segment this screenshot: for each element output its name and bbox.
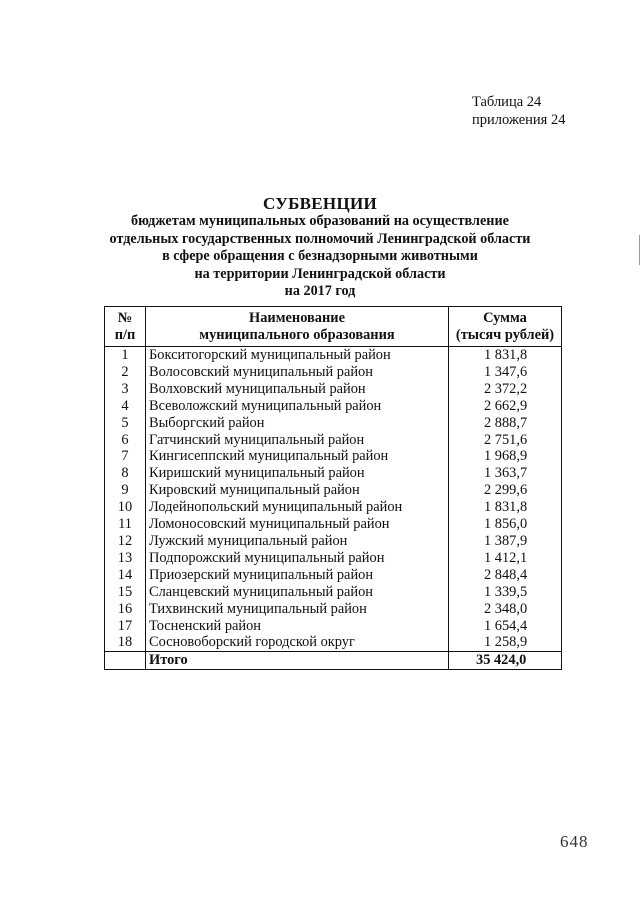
row-number-cell: 2 (105, 364, 146, 381)
row-number-cell: 7 (105, 448, 146, 465)
column-header-amount: Сумма (тысяч рублей) (449, 307, 562, 347)
page-number: 648 (560, 832, 589, 851)
table-row (105, 567, 562, 584)
amount-cell: 1 831,8 (449, 347, 562, 364)
municipality-name-cell: Тосненский район (146, 618, 449, 635)
table-header-row (105, 307, 562, 347)
table-row (105, 482, 562, 499)
row-number-cell: 16 (105, 601, 146, 618)
amount-cell: 1 856,0 (449, 516, 562, 533)
municipality-name-cell: Гатчинский муниципальный район (146, 432, 449, 449)
table-row (105, 550, 562, 567)
municipality-name-cell: Лодейнопольский муниципальный район (146, 499, 449, 516)
row-number-cell: 5 (105, 415, 146, 432)
municipality-name-cell: Волосовский муниципальный район (146, 364, 449, 381)
table-row (105, 634, 562, 651)
table-reference (472, 93, 565, 129)
municipality-name-cell: Сланцевский муниципальный район (146, 584, 449, 601)
municipality-name-cell: Лужский муниципальный район (146, 533, 449, 550)
amount-cell: 2 372,2 (449, 381, 562, 398)
municipality-name-cell: Сосновоборский городской округ (146, 634, 449, 651)
row-number-cell: 18 (105, 634, 146, 651)
column-header-name: Наименование муниципального образования (146, 307, 449, 347)
row-number-cell: 9 (105, 482, 146, 499)
total-row (105, 652, 562, 670)
municipality-name-cell: Бокситогорский муниципальный район (146, 347, 449, 364)
table-row (105, 415, 562, 432)
heading-line: на территории Ленинградской области (194, 265, 446, 282)
row-number-cell: 13 (105, 550, 146, 567)
amount-cell: 1 412,1 (449, 550, 562, 567)
document-heading (100, 194, 540, 301)
municipality-name-cell: Всеволожский муниципальный район (146, 398, 449, 415)
municipality-name-cell: Кировский муниципальный район (146, 482, 449, 499)
document-title: СУБВЕНЦИИ (262, 194, 378, 213)
table-row (105, 533, 562, 550)
municipality-name-cell: Выборгский район (146, 415, 449, 432)
amount-cell: 2 888,7 (449, 415, 562, 432)
table-number: Таблица 24 (472, 94, 542, 110)
municipality-name-cell: Тихвинский муниципальный район (146, 601, 449, 618)
amount-cell: 2 348,0 (449, 601, 562, 618)
amount-cell: 1 363,7 (449, 465, 562, 482)
municipality-name-cell: Подпорожский муниципальный район (146, 550, 449, 567)
table-row (105, 364, 562, 381)
amount-cell: 2 662,9 (449, 398, 562, 415)
row-number-cell: 17 (105, 618, 146, 635)
municipality-name-cell: Ломоносовский муниципальный район (146, 516, 449, 533)
amount-cell: 2 299,6 (449, 482, 562, 499)
appendix-number: приложения 24 (472, 112, 566, 128)
heading-line: отдельных государственных полномочий Ленинградской области (109, 230, 531, 247)
table-row (105, 584, 562, 601)
heading-line: бюджетам муниципальных образований на осуществление (131, 213, 509, 229)
row-number-cell: 4 (105, 398, 146, 415)
amount-cell: 1 258,9 (449, 634, 562, 651)
amount-cell: 1 387,9 (449, 533, 562, 550)
amount-cell: 2 848,4 (449, 567, 562, 584)
amount-cell: 1 831,8 (449, 499, 562, 516)
row-number-cell: 6 (105, 432, 146, 449)
table-row (105, 381, 562, 398)
table-row (105, 618, 562, 635)
total-number-cell (105, 652, 146, 670)
subventions-table (104, 306, 562, 670)
total-amount: 35 424,0 (449, 652, 562, 670)
row-number-cell: 10 (105, 499, 146, 516)
heading-line: в сфере обращения с безнадзорными животными (162, 248, 478, 265)
amount-cell: 1 968,9 (449, 448, 562, 465)
row-number-cell: 8 (105, 465, 146, 482)
table-row (105, 398, 562, 415)
row-number-cell: 3 (105, 381, 146, 398)
total-label: Итого (146, 652, 449, 670)
municipality-name-cell: Киришский муниципальный район (146, 465, 449, 482)
municipality-name-cell: Приозерский муниципальный район (146, 567, 449, 584)
municipality-name-cell: Кингисеппский муниципальный район (146, 448, 449, 465)
municipality-name-cell: Волховский муниципальный район (146, 381, 449, 398)
table-row (105, 347, 562, 364)
amount-cell: 1 654,4 (449, 618, 562, 635)
row-number-cell: 15 (105, 584, 146, 601)
heading-line: на 2017 год (284, 283, 356, 300)
table-row (105, 448, 562, 465)
row-number-cell: 11 (105, 516, 146, 533)
table-row (105, 516, 562, 533)
table-row (105, 465, 562, 482)
amount-cell: 1 347,6 (449, 364, 562, 381)
row-number-cell: 14 (105, 567, 146, 584)
amount-cell: 2 751,6 (449, 432, 562, 449)
column-header-number: № п/п (105, 307, 146, 347)
row-number-cell: 1 (105, 347, 146, 364)
table-row (105, 432, 562, 449)
amount-cell: 1 339,5 (449, 584, 562, 601)
table-row (105, 601, 562, 618)
table-row (105, 499, 562, 516)
row-number-cell: 12 (105, 533, 146, 550)
